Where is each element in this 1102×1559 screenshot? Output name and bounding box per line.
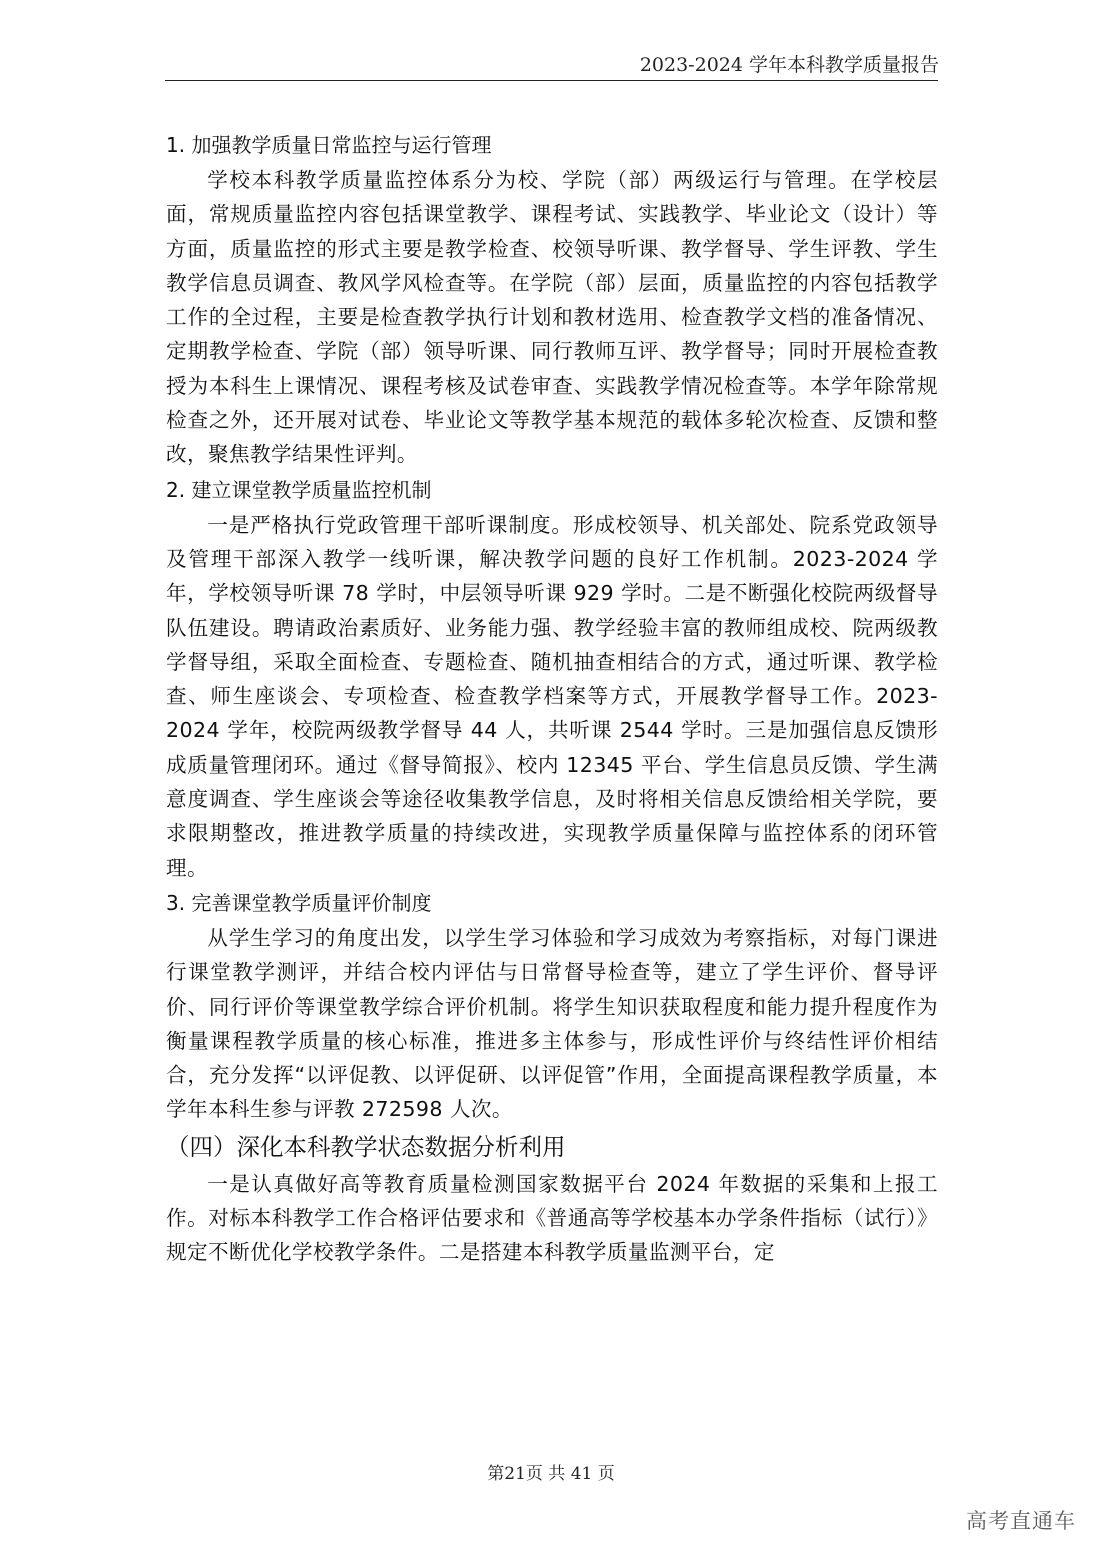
watermark-text: 高考直通车 — [966, 1509, 1076, 1533]
paragraph-1: 学校本科教学质量监控体系分为校、学院（部）两级运行与管理。在学校层面，常规质量监控内容包括课堂教学、课程考试、实践教学、毕业论文（设计）等方面，质量监控的形式主要是教学检查、校领导听课、教学督导、学生评教、学生教学信息员调查、教风学风检查等。在学院（部）层面，质量监控的内容包括教学工作的全过程，主要是检查教学执行计划和教材选用、检查教学文档的准备情况、定期教学检查、学院（部）领导听课、同行教师互评、教学督导；同时开展检查教授为本科生上课情况、课程考核及试卷审查、实践教学情况检查等。本学年除常规检查之外，还开展对试卷、毕业论文等教学基本规范的载体多轮次检查、反馈和整改，聚焦教学结果性评判。 — [166, 168, 938, 467]
subsection-heading-1: 1. 加强教学质量日常监控与运行管理 — [166, 133, 492, 157]
paragraph-4: 一是认真做好高等教育质量检测国家数据平台 2024 年数据的采集和上报工作。对标本科教学工作合格评估要求和《普通高等学校基本办学条件指标（试行）》规定不断优化学校教学条件。二是搭建本科教学质量监测平台，定 — [166, 1171, 938, 1265]
header-divider — [165, 80, 938, 81]
page-number-footer: 第21页 共 41 页 — [487, 1464, 615, 1484]
section-heading-4: （四）深化本科教学状态数据分析利用 — [166, 1132, 566, 1161]
document-body — [166, 127, 938, 1270]
paragraph-3: 从学生学习的角度出发，以学生学习体验和学习成效为考察指标，对每门课进行课堂教学测评，并结合校内评估与日常督导检查等，建立了学生评价、督导评价、同行评价等课堂教学综合评价机制。将学生知识获取程度和能力提升程度作为衡量课程教学质量的核心标准，推进多主体参与，形成性评价与终结性评价相结合，充分发挥“以评促教、以评促研、以评促管”作用，全面提高课程教学质量，本学年本科生参与评教 272598 人次。 — [166, 925, 938, 1122]
subsection-heading-3: 3. 完善课堂教学质量评价制度 — [166, 890, 432, 915]
paragraph-2: 一是严格执行党政管理干部听课制度。形成校领导、机关部处、院系党政领导及管理干部深入教学一线听课，解决教学问题的良好工作机制。2023-2024 学年，学校领导听课 78 学时，中层领导听课 929 学时。二是不断强化校院两级督导队伍建设。聘请政治素质好、业务能力强、教学经验丰富的教师组成校、院两级教学督导组，采取全面检查、专题检查、随机抽查相结合的方式，通过听课、教学检查、师生座谈会、专项检查、检查教学档案等方式，开展教学督导工作。2023-2024 学年，校院两级教学督导 44 人，共听课 2544 学时。三是加强信息反馈形成质量管理闭环。通过《督导简报》、校内 12345 平台、学生信息员反馈、学生满意度调查、学生座谈会等途径收集教学信息，及时将相关信息反馈给相关学院，要求限期整改，推进教学质量的持续改进，实现教学质量保障与监控体系的闭环管理。 — [166, 512, 938, 880]
report-header-title: 2023-2024 学年本科教学质量报告 — [639, 54, 939, 76]
subsection-heading-2: 2. 建立课堂教学质量监控机制 — [166, 477, 432, 502]
